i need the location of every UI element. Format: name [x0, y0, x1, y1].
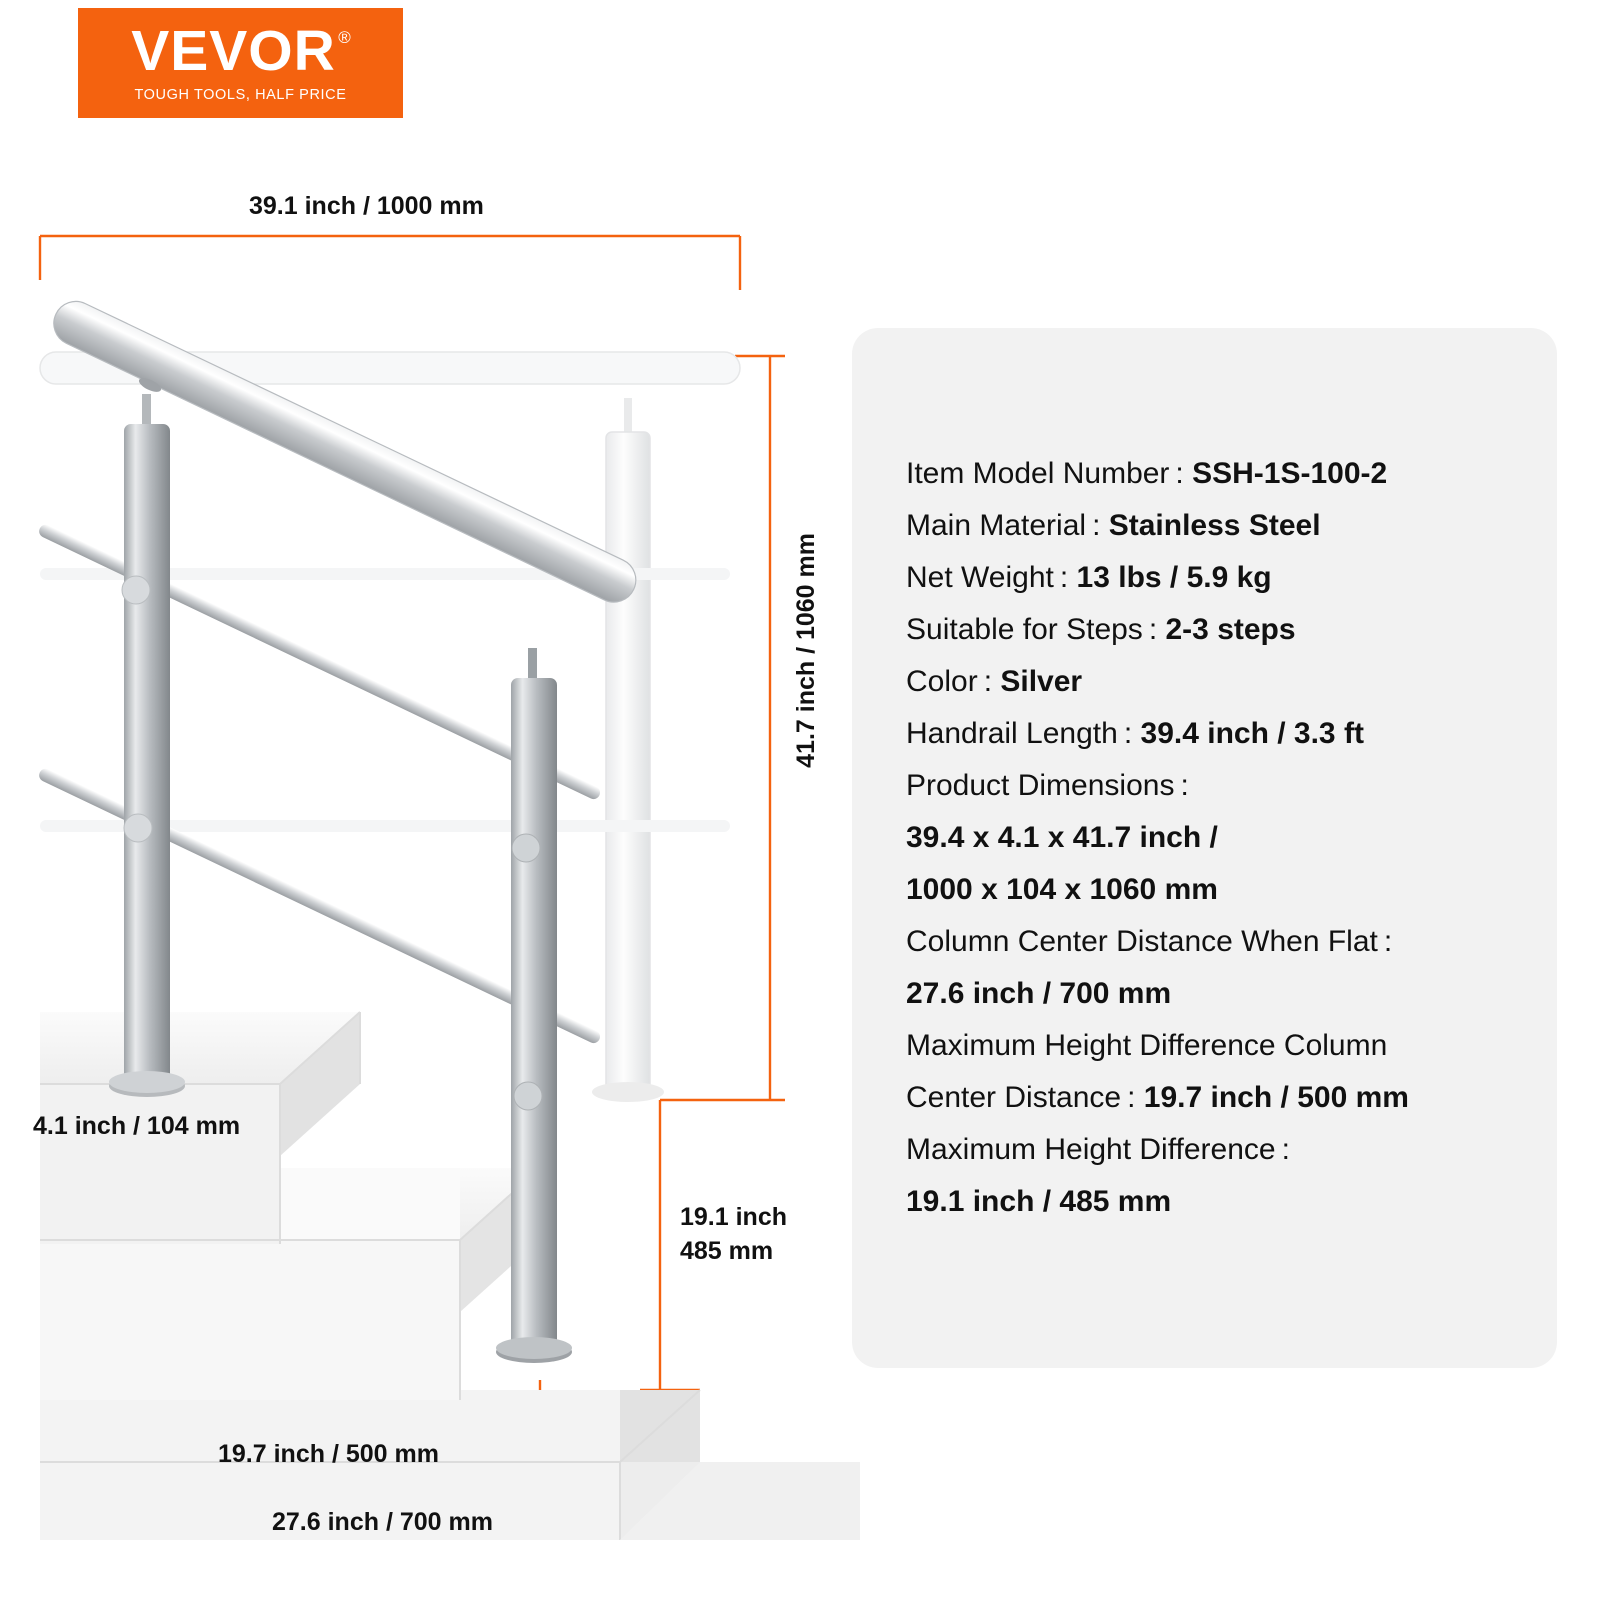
- spec-row-item-model-number: [906, 448, 1546, 500]
- spec-row-column-center-distance-flat: [906, 916, 1546, 968]
- spec-label: Column Center Distance When Flat :: [906, 925, 1393, 958]
- spec-row-color: [906, 656, 1546, 708]
- spec-label: Color :: [906, 665, 993, 698]
- spec-label: Item Model Number :: [906, 457, 1184, 490]
- specification-list: [906, 448, 1546, 1228]
- specification-panel: [852, 328, 1557, 1368]
- registered-trademark-icon: ®: [338, 28, 352, 47]
- spec-row-main-material: [906, 500, 1546, 552]
- dimension-top-width: 39.1 inch / 1000 mm: [249, 192, 484, 220]
- spec-label: Maximum Height Difference :: [906, 1133, 1290, 1166]
- spec-row-column-center-distance-flat-value: 27.6 inch / 700 mm: [906, 977, 1172, 1010]
- dimension-height-difference: [680, 1200, 787, 1268]
- dimension-right-height: 41.7 inch / 1060 mm: [792, 533, 820, 768]
- dimension-outer-span: 27.6 inch / 700 mm: [272, 1508, 493, 1536]
- spec-label: Net Weight :: [906, 561, 1069, 594]
- spec-value: 19.7 inch / 500 mm: [1143, 1081, 1409, 1114]
- spec-row-handrail-length: [906, 708, 1546, 760]
- spec-value: 2-3 steps: [1165, 613, 1296, 646]
- spec-row-center-distance: [906, 1072, 1546, 1124]
- spec-label: Main Material :: [906, 509, 1101, 542]
- post-left: [109, 394, 185, 1097]
- spec-row-max-height-difference-column: [906, 1020, 1546, 1072]
- spec-row-suitable-for-steps: [906, 604, 1546, 656]
- spec-label: Suitable for Steps :: [906, 613, 1158, 646]
- dimension-inner-span: 19.7 inch / 500 mm: [218, 1440, 439, 1468]
- spec-value: Stainless Steel: [1108, 509, 1321, 542]
- spec-row-product-dimensions-inch: 39.4 x 4.1 x 41.7 inch /: [906, 821, 1218, 854]
- dimension-height-difference-line1: 19.1 inch: [680, 1203, 787, 1231]
- brand-tagline: TOUGH TOOLS, HALF PRICE: [134, 87, 347, 103]
- spec-value: SSH-1S-100-2: [1192, 457, 1388, 490]
- spec-row-product-dimensions: [906, 760, 1546, 812]
- spec-row-max-height-difference: [906, 1124, 1546, 1176]
- spec-label: Handrail Length :: [906, 717, 1133, 750]
- spec-value: Silver: [1000, 665, 1083, 698]
- spec-row-product-dimensions-mm: 1000 x 104 x 1060 mm: [906, 873, 1218, 906]
- spec-label: Center Distance :: [906, 1081, 1136, 1114]
- spec-row-net-weight: [906, 552, 1546, 604]
- spec-value: 13 lbs / 5.9 kg: [1076, 561, 1272, 594]
- dimension-post-base: 4.1 inch / 104 mm: [33, 1112, 241, 1140]
- spec-row-max-height-difference-value: 19.1 inch / 485 mm: [906, 1185, 1172, 1218]
- spec-label: Maximum Height Difference Column: [906, 1029, 1388, 1062]
- dimension-height-difference-line2: 485 mm: [680, 1237, 774, 1265]
- brand-name-text: VEVOR: [131, 19, 336, 83]
- spec-value: 39.4 inch / 3.3 ft: [1140, 717, 1364, 750]
- spec-label: Product Dimensions :: [906, 769, 1189, 802]
